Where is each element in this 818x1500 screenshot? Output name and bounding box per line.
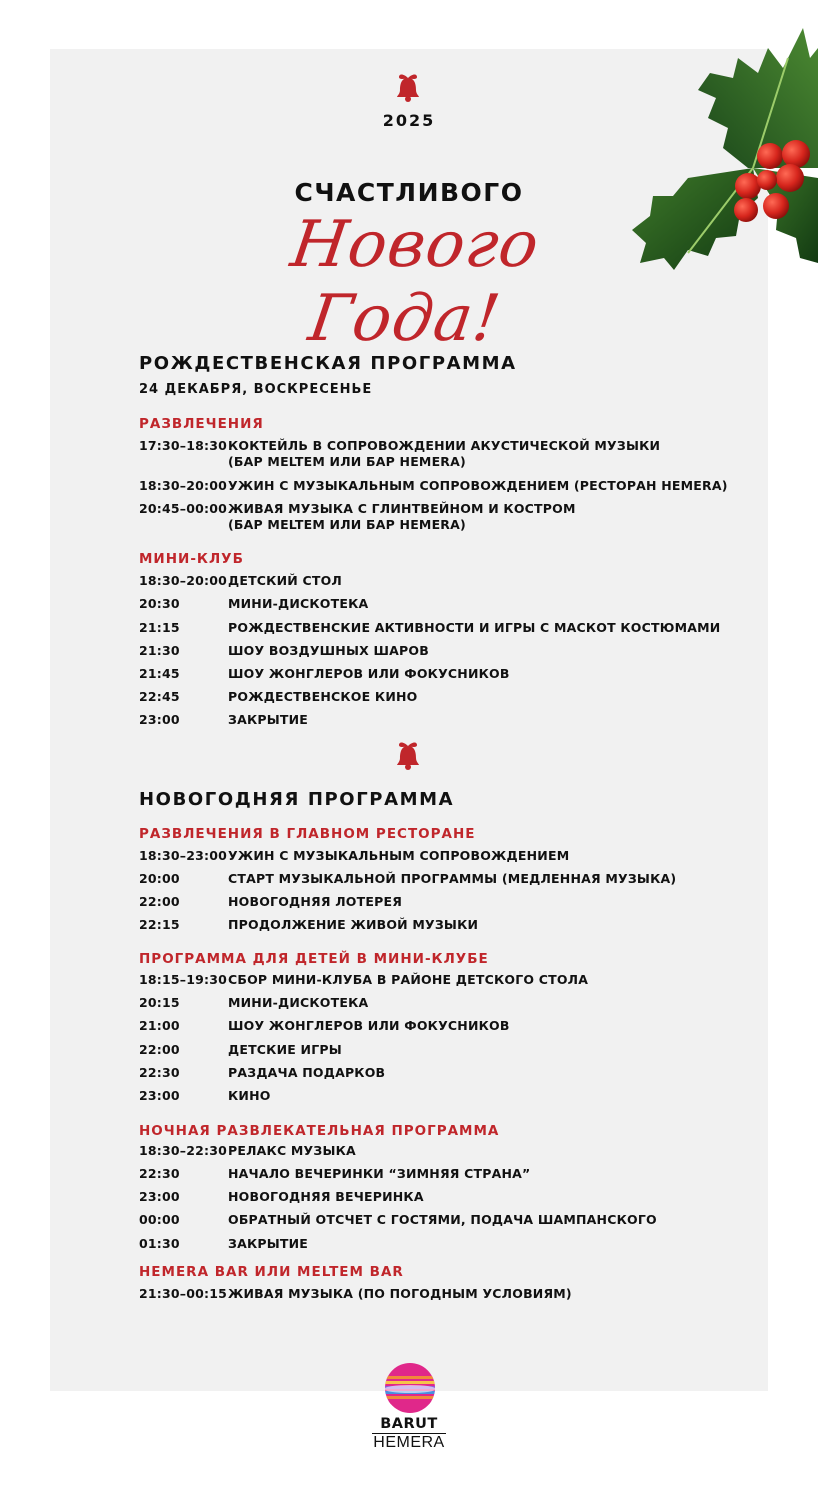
row-desc: НАЧАЛО ВЕЧЕРИНКИ “ЗИМНЯЯ СТРАНА” bbox=[228, 1166, 531, 1181]
row-desc: ДЕТСКИЙ СТОЛ bbox=[228, 573, 342, 588]
row-desc: ЖИВАЯ МУЗЫКА (ПО ПОГОДНЫМ УСЛОВИЯМ) bbox=[228, 1286, 572, 1301]
newyear-program-title: НОВОГОДНЯЯ ПРОГРАММА bbox=[139, 789, 455, 810]
row-time: 20:30 bbox=[139, 596, 180, 611]
row-desc: ЖИВАЯ МУЗЫКА С ГЛИНТВЕЙНОМ И КОСТРОМ bbox=[228, 501, 576, 516]
row-desc: МИНИ-ДИСКОТЕКА bbox=[228, 995, 369, 1010]
year-label: 2025 bbox=[382, 111, 436, 130]
row-desc-2: (БАР MELTEM ИЛИ БАР HEMERA) bbox=[228, 517, 466, 532]
row-desc: КОКТЕЙЛЬ В СОПРОВОЖДЕНИИ АКУСТИЧЕСКОЙ МУЗЫКИ bbox=[228, 438, 661, 453]
row-desc: РОЖДЕСТВЕНСКОЕ КИНО bbox=[228, 689, 418, 704]
row-time: 22:15 bbox=[139, 917, 180, 932]
row-time: 18:30–23:00 bbox=[139, 848, 228, 863]
row-desc: МИНИ-ДИСКОТЕКА bbox=[228, 596, 369, 611]
christmas-program-title: РОЖДЕСТВЕНСКАЯ ПРОГРАММА bbox=[139, 353, 517, 374]
row-desc: ШОУ ЖОНГЛЕРОВ ИЛИ ФОКУСНИКОВ bbox=[228, 666, 510, 681]
greeting-title: СЧАСТЛИВОГО bbox=[294, 178, 524, 207]
row-time: 20:15 bbox=[139, 995, 180, 1010]
row-desc-2: (БАР MELTEM ИЛИ БАР HEMERA) bbox=[228, 454, 466, 469]
row-time: 01:30 bbox=[139, 1236, 180, 1251]
row-time: 21:45 bbox=[139, 666, 180, 681]
row-desc: РАЗДАЧА ПОДАРКОВ bbox=[228, 1065, 386, 1080]
row-time: 23:00 bbox=[139, 712, 180, 727]
row-time: 18:15–19:30 bbox=[139, 972, 228, 987]
section-title-night: НОЧНАЯ РАЗВЛЕКАТЕЛЬНАЯ ПРОГРАММА bbox=[139, 1123, 500, 1139]
row-time: 18:30–22:30 bbox=[139, 1143, 228, 1158]
row-desc: СТАРТ МУЗЫКАЛЬНОЙ ПРОГРАММЫ (МЕДЛЕННАЯ МУЗЫКА) bbox=[228, 871, 677, 886]
logo-brand-line1: BARUT bbox=[380, 1416, 438, 1432]
row-time: 23:00 bbox=[139, 1189, 180, 1204]
row-time: 17:30–18:30 bbox=[139, 438, 228, 453]
logo-brand-line2: HEMERA bbox=[373, 1434, 445, 1451]
row-time: 22:45 bbox=[139, 689, 180, 704]
row-time: 18:30–20:00 bbox=[139, 478, 228, 493]
row-desc: ЗАКРЫТИЕ bbox=[228, 1236, 309, 1251]
row-desc: УЖИН С МУЗЫКАЛЬНЫМ СОПРОВОЖДЕНИЕМ bbox=[228, 848, 570, 863]
christmas-date: 24 ДЕКАБРЯ, ВОСКРЕСЕНЬЕ bbox=[139, 382, 373, 397]
bell-icon bbox=[393, 740, 423, 772]
row-time: 21:30 bbox=[139, 643, 180, 658]
section-title-entertainment: РАЗВЛЕЧЕНИЯ bbox=[139, 416, 264, 432]
row-time: 21:00 bbox=[139, 1018, 180, 1033]
holly-decoration bbox=[628, 18, 818, 273]
row-desc: НОВОГОДНЯЯ ВЕЧЕРИНКА bbox=[228, 1189, 424, 1204]
row-time: 22:00 bbox=[139, 894, 180, 909]
section-title-kids: ПРОГРАММА ДЛЯ ДЕТЕЙ В МИНИ-КЛУБЕ bbox=[139, 951, 489, 967]
row-time: 18:30–20:00 bbox=[139, 573, 228, 588]
section-title-bar: HEMERA BAR ИЛИ MELTEM BAR bbox=[139, 1264, 404, 1280]
row-desc: УЖИН С МУЗЫКАЛЬНЫМ СОПРОВОЖДЕНИЕМ (РЕСТОРАН HEMERA) bbox=[228, 478, 728, 493]
row-time: 21:15 bbox=[139, 620, 180, 635]
row-desc: ПРОДОЛЖЕНИЕ ЖИВОЙ МУЗЫКИ bbox=[228, 917, 479, 932]
row-desc: ЗАКРЫТИЕ bbox=[228, 712, 309, 727]
row-desc: ШОУ ЖОНГЛЕРОВ ИЛИ ФОКУСНИКОВ bbox=[228, 1018, 510, 1033]
row-time: 00:00 bbox=[139, 1212, 180, 1227]
section-title-miniclub: МИНИ-КЛУБ bbox=[139, 551, 244, 567]
row-time: 21:30–00:15 bbox=[139, 1286, 228, 1301]
row-desc: СБОР МИНИ-КЛУБА В РАЙОНЕ ДЕТСКОГО СТОЛА bbox=[228, 972, 589, 987]
bell-icon bbox=[393, 72, 423, 104]
row-time: 22:00 bbox=[139, 1042, 180, 1057]
row-desc: ОБРАТНЫЙ ОТСЧЕТ С ГОСТЯМИ, ПОДАЧА ШАМПАНСКОГО bbox=[228, 1212, 657, 1227]
row-desc: РОЖДЕСТВЕНСКИЕ АКТИВНОСТИ И ИГРЫ С МАСКОТ КОСТЮМАМИ bbox=[228, 620, 721, 635]
row-desc: КИНО bbox=[228, 1088, 271, 1103]
row-time: 22:30 bbox=[139, 1166, 180, 1181]
row-time: 22:30 bbox=[139, 1065, 180, 1080]
row-time: 23:00 bbox=[139, 1088, 180, 1103]
row-desc: РЕЛАКС МУЗЫКА bbox=[228, 1143, 356, 1158]
row-desc: ШОУ ВОЗДУШНЫХ ШАРОВ bbox=[228, 643, 429, 658]
section-title-restaurant: РАЗВЛЕЧЕНИЯ В ГЛАВНОМ РЕСТОРАНЕ bbox=[139, 826, 476, 842]
barut-logo-icon bbox=[384, 1362, 436, 1414]
row-desc: НОВОГОДНЯЯ ЛОТЕРЕЯ bbox=[228, 894, 403, 909]
row-desc: ДЕТСКИЕ ИГРЫ bbox=[228, 1042, 342, 1057]
row-time: 20:00 bbox=[139, 871, 180, 886]
row-time: 20:45–00:00 bbox=[139, 501, 228, 516]
greeting-script: Нового Года! bbox=[286, 208, 544, 356]
